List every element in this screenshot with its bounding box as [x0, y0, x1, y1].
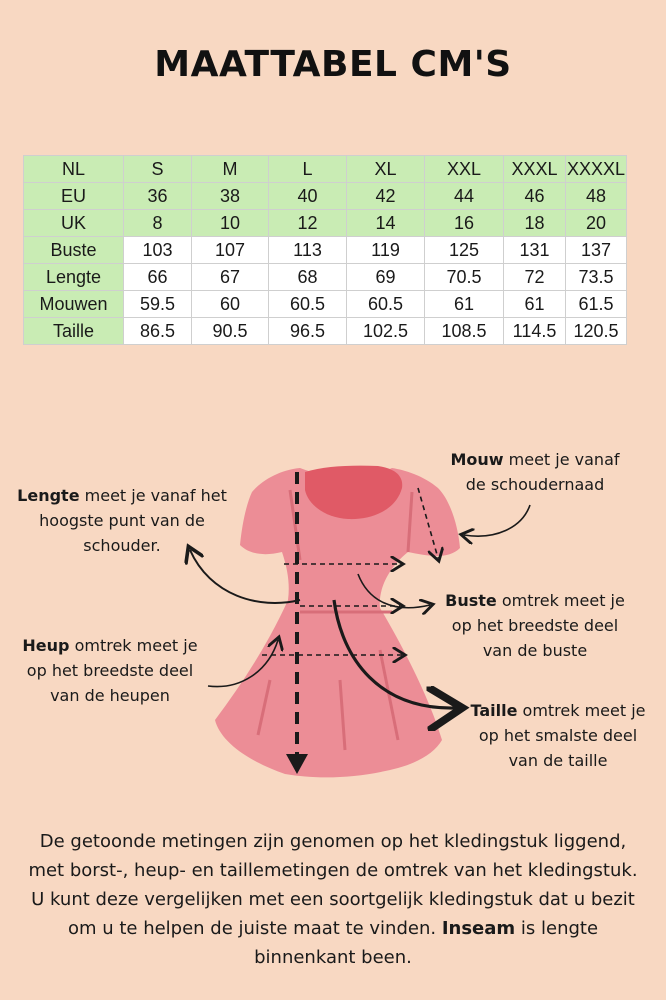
row-label: Mouwen [24, 291, 124, 318]
table-cell: 72 [504, 264, 566, 291]
table-cell: 103 [124, 237, 192, 264]
table-cell: 107 [192, 237, 269, 264]
table-cell: 40 [269, 183, 347, 210]
table-cell: 10 [192, 210, 269, 237]
table-cell: 113 [269, 237, 347, 264]
row-label: Taille [24, 318, 124, 345]
table-cell: S [124, 156, 192, 183]
table-cell: 44 [425, 183, 504, 210]
table-cell: 137 [566, 237, 627, 264]
table-cell: 20 [566, 210, 627, 237]
table-cell: 86.5 [124, 318, 192, 345]
row-label: EU [24, 183, 124, 210]
table-cell: 120.5 [566, 318, 627, 345]
table-cell: 48 [566, 183, 627, 210]
page-title: MAATTABEL CM'S [154, 44, 512, 85]
lengte-note: Lengte meet je vanaf het hoogste punt van de schouder. [17, 486, 227, 555]
table-cell: 16 [425, 210, 504, 237]
table-cell: 12 [269, 210, 347, 237]
table-cell: 42 [347, 183, 425, 210]
mouw-arrow [464, 505, 530, 536]
table-cell: 60.5 [347, 291, 425, 318]
table-cell: 125 [425, 237, 504, 264]
table-cell: 61 [504, 291, 566, 318]
table-cell: 18 [504, 210, 566, 237]
table-cell: 102.5 [347, 318, 425, 345]
table-cell: M [192, 156, 269, 183]
table-cell: 60 [192, 291, 269, 318]
table-cell: 38 [192, 183, 269, 210]
table-cell: 90.5 [192, 318, 269, 345]
buste-note: Buste omtrek meet je op het breedste deel van de buste [445, 591, 625, 660]
table-cell: 14 [347, 210, 425, 237]
table-cell: 46 [504, 183, 566, 210]
row-label: NL [24, 156, 124, 183]
row-label: Lengte [24, 264, 124, 291]
table-cell: 70.5 [425, 264, 504, 291]
table-cell: 69 [347, 264, 425, 291]
table-cell: 73.5 [566, 264, 627, 291]
table-cell: XXL [425, 156, 504, 183]
measurement-description: De getoonde metingen zijn genomen op het kledingstuk liggend, met borst-, heup- en taillemetingen de omtrek van het kledingstuk. U kunt deze vergelijken met een soortgelijk kledingstuk dat u bezit om u te helpen de juiste maat te vinden. Inseam is lengte binnenkant been. [28, 831, 638, 968]
table-cell: 119 [347, 237, 425, 264]
table-cell: 96.5 [269, 318, 347, 345]
row-label: UK [24, 210, 124, 237]
table-cell: 59.5 [124, 291, 192, 318]
table-cell: 68 [269, 264, 347, 291]
table-cell: 61 [425, 291, 504, 318]
heup-note: Heup omtrek meet je op het breedste deel van de heupen [22, 636, 198, 705]
table-cell: L [269, 156, 347, 183]
table-cell: 8 [124, 210, 192, 237]
row-label: Buste [24, 237, 124, 264]
table-cell: 60.5 [269, 291, 347, 318]
inseam-term: Inseam [441, 918, 516, 939]
taille-note: Taille omtrek meet je op het smalste deel van de taille [470, 701, 646, 770]
table-cell: 66 [124, 264, 192, 291]
table-cell: 131 [504, 237, 566, 264]
table-cell: XXXXL [566, 156, 627, 183]
table-cell: 36 [124, 183, 192, 210]
mouw-note: Mouw meet je vanaf de schoudernaad [450, 450, 620, 494]
table-cell: XL [347, 156, 425, 183]
table-cell: XXXL [504, 156, 566, 183]
table-cell: 67 [192, 264, 269, 291]
table-cell: 108.5 [425, 318, 504, 345]
table-cell: 114.5 [504, 318, 566, 345]
table-cell: 61.5 [566, 291, 627, 318]
